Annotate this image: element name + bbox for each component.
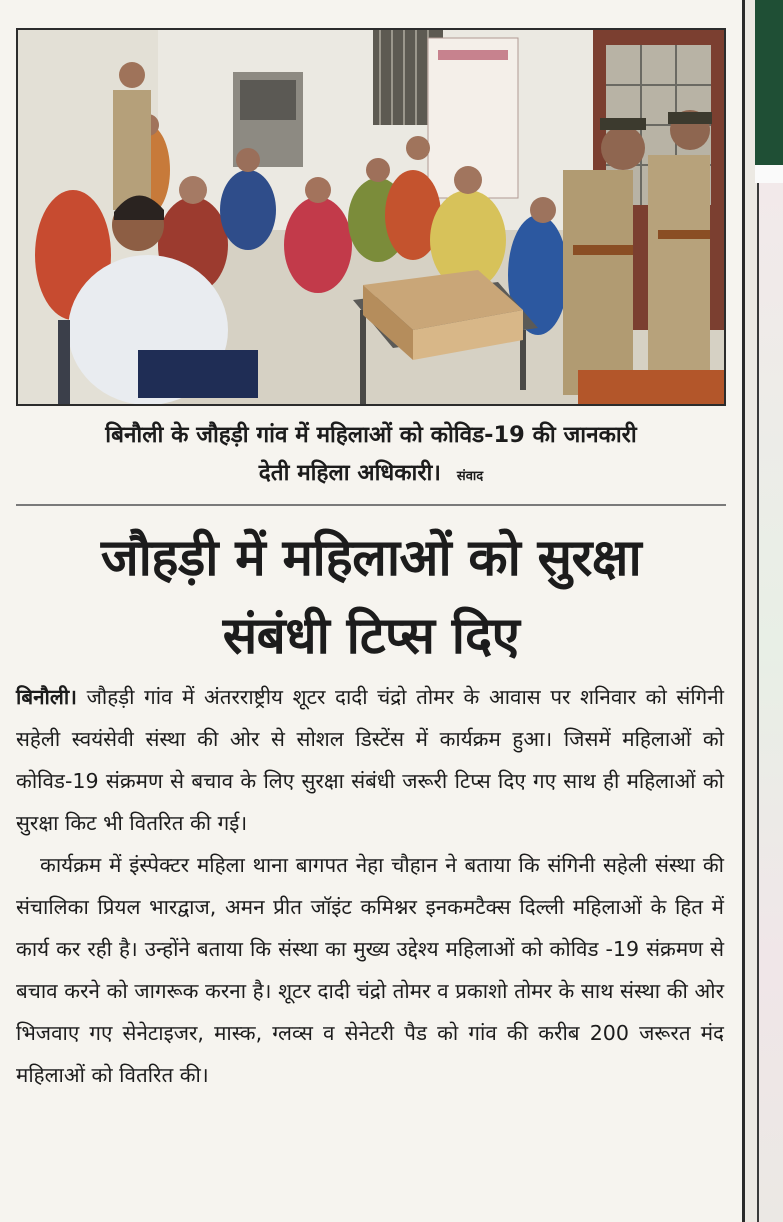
photo-illustration [18,30,724,404]
photo-caption [16,416,726,496]
headline [16,520,726,676]
caption-line-2: देती महिला अधिकारी। [258,460,441,486]
caption-line-1: बिनौली के जौहड़ी गांव में महिलाओं को कोविड-19 की जानकारी [105,422,637,448]
paragraph-1-text: जौहड़ी गांव में अंतरराष्ट्रीय शूटर दादी चंद्रो तोमर के आवास पर शनिवार को संगिनी सहेली स्वयंसेवी संस्था की ओर से सोशल डिस्टेंस में कार्यक्रम हुआ। जिसमें महिलाओं को कोविड-19 संक्रमण से बचाव के लिए सुरक्षा संबंधी जरूरी टिप्स दिए गए साथ ही महिलाओं को सुरक्षा किट भी वितरित की गई। [16,685,725,835]
news-photo [16,28,726,406]
adjacent-page-edge [745,0,783,1222]
adjacent-photo-strip [757,183,783,1222]
dateline: बिनौली। [16,685,77,709]
article-paragraph-2: कार्यक्रम में इंस्पेक्टर महिला थाना बागपत नेहा चौहान ने बताया कि संगिनी सहेली संस्था की संचालिका प्रियल भारद्वाज, अमन प्रीत जॉइंट कमिश्नर इनकमटैक्स दिल्ली महिलाओं के हित में कार्य कर रही है। उन्होंने बताया कि संस्था का मुख्य उद्देश्य महिलाओं को कोविड -19 संक्रमण से बचाव करने को जागरूक करना है। शूटर दादी चंद्रो तोमर व प्रकाशो तोमर के साथ संस्था की ओर भिजवाए गए सेनेटाइजर, मास्क, ग्लव्स व सेनेटरी पैड को गांव की करीब 200 जरूरत मंद महिलाओं को वितरित की। [16,853,724,1087]
article-body [16,676,724,1096]
headline-line-1: जौहड़ी में महिलाओं को सुरक्षा [100,529,642,588]
article-paragraph-1 [16,676,724,844]
adjacent-green-block [755,0,783,165]
photo-credit: संवाद [456,469,484,484]
section-divider [16,504,726,506]
adjacent-white-strip [755,165,783,183]
headline-line-2: संबंधी टिप्स दिए [222,607,520,666]
